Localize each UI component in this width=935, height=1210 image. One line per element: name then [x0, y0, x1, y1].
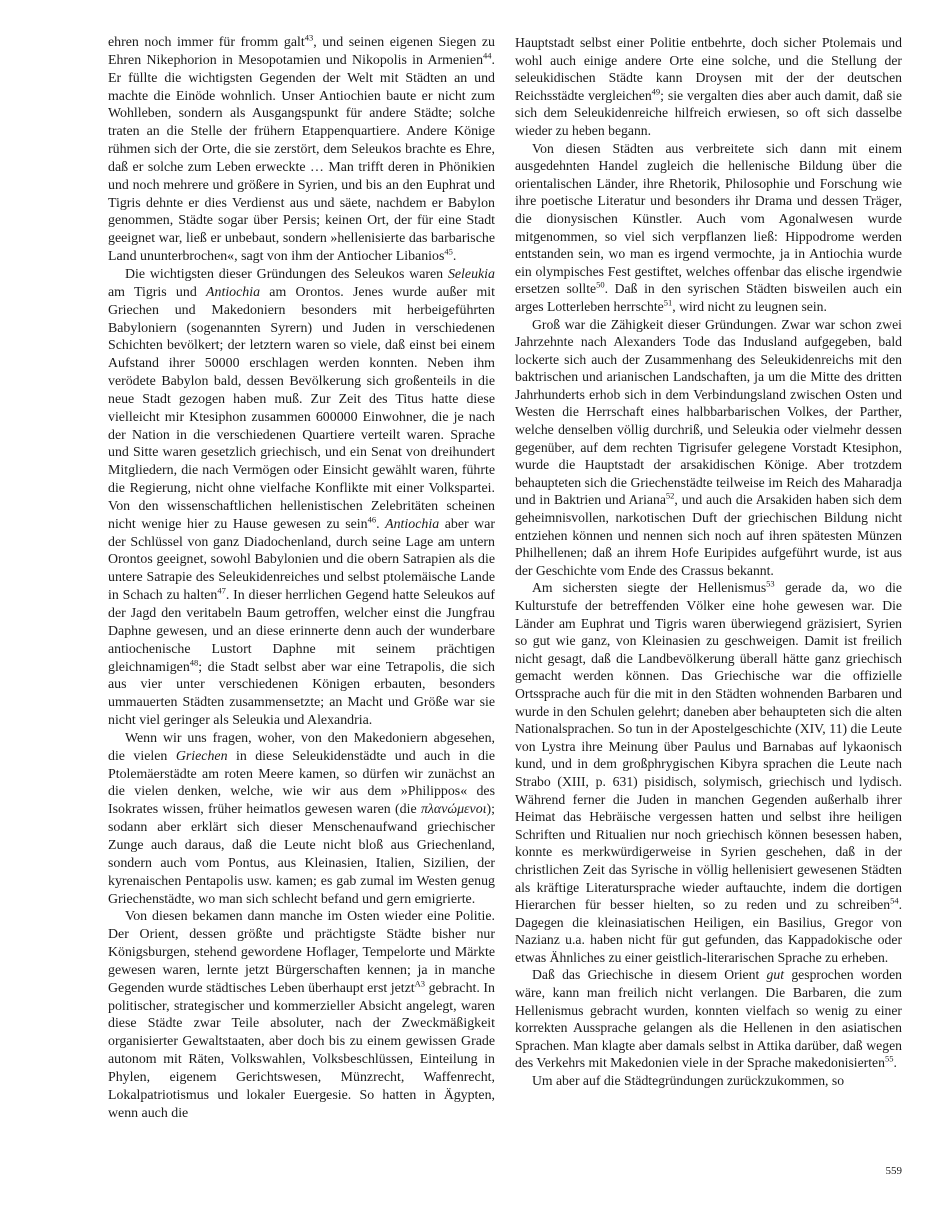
text-run: am Tigris und: [108, 284, 207, 300]
text-run: Am sichersten siegte der Hellenismus: [532, 580, 767, 596]
text-run: ; sie vergalten dies aber auch damit, daß sie sich dem Seleukidenreiche hilfreich erwiesen, so oft sich dasselbe wieder zu heben begann.: [515, 87, 902, 138]
text-run: Hauptstadt selbst einer Politie entbehrte, doch sicher Ptolemais und wohl auch einige andere Orte eine solche, und die Stellung der seleukidischen Städte kann Droysen mit der der deutschen Reichsstädte vergleichen: [515, 35, 902, 103]
footnote-marker[interactable]: 54: [890, 895, 899, 906]
footnote-marker[interactable]: 46: [367, 514, 377, 525]
text-run: Von diesen Städten aus verbreitete sich dann mit einem ausgedehnten Handel zugleich die hellenische Bildung über die orientalischen Länder, ihre Rhetorik, Philosophie und Forschung wie ihre poetische Literatur und besonders ihr Drama und dessen Träger, die dionysischen Künstler. Auch vom Agonalwesen wurde mitgenommen, so viel sich verpflanzen ließ: Hippodrome werden entstanden sein, wo man es irgend vermochte, ja in Antiochia wurde ein olympisches Fest gestiftet, welches offenbar das elische irgendwie ersetzen sollte: [515, 140, 902, 297]
text-run: Daß das Griechische in diesem Orient: [532, 967, 767, 983]
text-run: . Er füllte die wichtigsten Gegenden der Welt mit Städten an und machte die Einöde wohnlich. Unser Antiochien baute er nicht zum Wohlleben, sondern als Ausgangspunkt für andere Städte; solche traten an die Stelle der frühern Etappenquartiere. Andere Könige rühmen sich der Orte, die sie zerstört, dem Seleukos brachte es Ehre, daß er solche zum Leben erweckte … Man trifft deren in Phönikien und noch mehrere und größere in Syrien, und bis an den Euphrat und Tigris dehnte er dies Verdienst aus und säete, nachdem er Babylon genommen, Städte sogar über Persis; keinen Ort, der für eine Stadt geeignet war, ließ er unbebaut, sondern »hellenisierte das barbarische Land ununterbrochen«, sagt von ihm der Antiocher Libanios: [108, 52, 495, 265]
footnote-marker[interactable]: 49: [651, 86, 661, 97]
text-run: Die wichtigsten dieser Gründungen des Seleukos waren: [125, 266, 448, 282]
paragraph: [108, 34, 495, 266]
footnote-marker[interactable]: 48: [189, 656, 199, 667]
text-run: in diese Seleukidenstädte und auch in die Ptolemäerstädte am roten Meere kamen, so dürfen wir zunächst an die vielen denken, welche, wie wir aus dem »Philippos« des Isokrates wissen, früher heimatlos gewesen waren (die: [108, 748, 496, 818]
text-column-left: [108, 34, 495, 1122]
text-run: gebracht. In politischer, strategischer und kommerzieller Absicht angelegt, waren diese Städte zwar Teile absoluter, nach der Zweckmäßigkeit organisierter Gewaltstaaten, aber doch bis zu einem gewissen Grade autonom mit Räten, Volkswahlen, Volksbeschlüssen, Einteilung in Phylen, eigenem Gerichtswesen, Münzrecht, Waffenrecht, Lokalpatriotismus und lokaler Euergesie. So hatten in Ägypten, wenn auch die: [108, 980, 495, 1121]
text-run: gesprochen worden wäre, kann man freilich nicht verlangen. Die Barbaren, die zum Hellenismus gebracht wurden, konnten vielfach so wenig zu einer korrekten Aussprache gelangen als die Hellenen in den asiatischen Sprachen. Man klagte aber damals selbst in Attika darüber, daß wegen des Verkehrs mit Makedonien viele in der Sprache makedonisierten: [515, 967, 902, 1071]
text-column-right: [515, 34, 902, 1090]
italic-term: Seleukia: [447, 266, 495, 282]
page-number: 559: [885, 1165, 902, 1177]
text-run: .: [376, 516, 386, 532]
footnote-marker[interactable]: 44: [483, 50, 492, 61]
text-run: Von diesen bekamen dann manche im Osten wieder eine Politie. Der Orient, dessen größte und prächtigste Städte bisher nur Königsburgen, stehend gewordene Hoflager, Tempelorte und Märkte gewesen waren, lernte jetzt Bürgerschaften kennen; ja in manche Gegenden wurde städtisches Leben überhaupt erst jetzt: [108, 909, 495, 996]
text-run: , und seinen eigenen Siegen zu Ehren Nikephorion in Mesopotamien und Nikopolis in Armenien: [108, 35, 495, 68]
text-run: gerade da, wo die Kulturstufe der betreffenden Völker eine hohe gewesen war. Die Länder am Euphrat und Tigris waren überwiegend gräzisiert, Syrien so gut wie ganz, von Kleinasien zu geschweigen. Damit ist freilich nicht gesagt, daß die Landbevölkerung überall hätte ganz griechisch gemacht werden können. Das Griechische war die offizielle Ortssprache auch für die mit in den Städten wohnenden Barbaren und wurde in den Schulen gelehrt; daneben aber behaupteten sich die alten Nationalsprachen. So tun in der Apostelgeschichte (XIV, 11) die Leute von Lystra ihre Meinung über Paulus und Barnabas auf lykaonisch kund, und in dem großphrygischen Kibyra sprachen die Leute nach Strabo (XIII, p. 631) pisidisch, solymisch, griechisch und lydisch. Während ferner die Juden in manchen Gegenden außerhalb ihrer Heimat das Hebräische vergessen hatten und selbst ihre heiligen Schriften und Ritualien nur noch griechisch können besessen haben, konnte es merkwürdigerweise in Syrien geschehen, daß in der christlichen Zeit das Syrische in völlig hellenisiert gewesenen Städten als kräftige Literatursprache wieder auftauchte, indem die dortigen Hierarchen für besser hielten, so zu reden und zu schreiben: [515, 580, 902, 913]
italic-term: πλανώμενοι: [420, 802, 487, 818]
text-run: aber war der Schlüssel von ganz Diadochenland, durch seine Lage am untern Orontos geeignet, sowohl Babylonien und die obern Satrapien als die untere Satrapie des Seleukidenreiches und selbst ptolemäische Lande in Schach zu halten: [108, 516, 495, 604]
paragraph: [108, 908, 495, 1122]
italic-term: Griechen: [175, 748, 228, 764]
text-run: .: [452, 249, 457, 265]
text-run: ; die Stadt selbst aber war eine Tetrapolis, die sich aus vier unter verschiedenen Königen erbauten, besonders ummauerten Städten zusammensetzte; an Macht und Größe war sie nicht viel geringer als Seleukia und Alexandria.: [108, 659, 495, 729]
text-run: , wird nicht zu leugnen sein.: [672, 298, 827, 314]
text-run: ehren noch immer für fromm galt: [108, 35, 305, 50]
text-run: am Orontos. Jenes wurde außer mit Griechen und Makedoniern besonders mit herbeigeführten Babyloniern (sogenannten Syrern) und Juden in verschiedenen Schichten bevölkert; der letztern waren so viele, daß einst bei einem Aufstand ihrer 50000 erschlagen werden konnten. Neben ihm verödete Babylon bald, dessen Bevölkerung sich großenteils in die neue Stadt gezogen haben muß. Zur Zeit des Titus hatte diese vielleicht mir Ktesiphon zusammen 600000 Einwohner, die je nach der Nation in die verschiedenen Quartiere verteilt waren. Sprache und Sitte waren gesetzlich griechisch, und ein Senat von dreihundert Mitgliedern, die nach Vermögen oder Einsicht gewählt waren, führte die Regierung, nicht ohne vielfache Konflikte mit einer Volkspartei. Von den wissenschaftlichen hellenistischen Zelebritäten scheinen nicht wenige hier zu Hause gewesen zu sein: [108, 284, 495, 532]
text-run: . Daß in den syrischen Städten bisweilen auch ein arges Lotterleben herrschte: [515, 281, 902, 314]
footnote-marker[interactable]: 53: [766, 578, 775, 589]
italic-term: Antiochia: [385, 516, 440, 532]
paragraph: [515, 34, 902, 140]
text-run: Groß war die Zähigkeit dieser Gründungen. Zwar war schon zwei Jahrzehnte nach Alexanders Tode das Indusland aufgegeben, bald lockerte sich auch der Zusammenhang des Seleukidenreichs mit den baktrischen und arianischen Landschaften, ja um die Mitte des dritten Jahrhunderts erhob sich in dem Verbindungsland zwischen Osten und Westen die Herrschaft eines halbbarbarischen Volkes, der Parther, welche denselben völlig durchriß, und Seleukia oder vielmehr dessen gegenüber, auf dem rechten Tigrisufer gelegene Vorstadt Ktesiphon, wurde die Hauptstadt der arsakidischen Könige. Aber trotzdem behaupteten sich die Griechenstädte teilweise im Reich des Maharadja und in Baktrien und Ariana: [515, 316, 902, 508]
text-run: ); sodann aber erklärt sich dieser Menschenaufwand griechischer Zunge auch daraus, daß die Leute nicht bloß aus Griechenland, sondern auch vom Pontus, aus Kleinasien, Italien, Sizilien, der kyrenaischen Pentapolis usw. kamen; es gab zumal im Westen genug Griechenstädte, wo man sich schlecht befand und gern emigrierte.: [108, 802, 495, 907]
paragraph: [108, 730, 495, 908]
text-run: . In dieser herrlichen Gegend hatte Seleukos auf der Jagd den veritabeln Baum getroffen, welcher einst die Jungfrau Daphne gewesen, und an diese erinnerte denn auch der wunderbare antiochenische Lustort Daphne mit seinem prächtigen gleichnamigen: [108, 588, 495, 675]
text-run: .: [893, 1055, 897, 1071]
footnote-marker[interactable]: 51: [663, 297, 673, 308]
footnote-marker[interactable]: 43: [304, 32, 314, 43]
paragraph: [515, 316, 902, 580]
footnote-marker[interactable]: 45: [444, 246, 453, 257]
paragraph: [108, 266, 495, 730]
footnote-marker[interactable]: 55: [884, 1053, 894, 1064]
footnote-marker[interactable]: A3: [414, 978, 426, 989]
text-run: Wenn wir uns fragen, woher, von den Makedoniern abgesehen, die vielen: [108, 730, 495, 764]
paragraph: [515, 579, 902, 966]
paragraph: [515, 140, 902, 316]
italic-term: gut: [766, 967, 785, 983]
text-run: Um aber auf die Städtegründungen zurückzukommen, so: [532, 1073, 845, 1089]
italic-term: Antiochia: [206, 284, 261, 300]
footnote-marker[interactable]: 47: [217, 585, 226, 596]
text-run: , und auch die Arsakiden haben sich dem geheimnisvollen, narkotischen Duft der griechischen Bildung nicht entziehen können und nennen sich noch auf ihren spätesten Münzen Philhellenen; daß an ihrem Hofe Euripides aufgeführt wurde, ist aus der Geschichte vom Ende des Crassus bekannt.: [515, 492, 903, 578]
text-run: . Dagegen die kleinasiatischen Heiligen, ein Basilius, Gregor von Nazianz u.a. haben nicht für gut gefunden, das Kappadokische oder etwas Ähnliches zu einer geistlich-literarischen Sprache zu erheben.: [515, 897, 902, 965]
footnote-marker[interactable]: 52: [665, 490, 675, 501]
paragraph: [515, 1072, 902, 1090]
paragraph: [515, 966, 902, 1072]
footnote-marker[interactable]: 50: [596, 279, 605, 290]
